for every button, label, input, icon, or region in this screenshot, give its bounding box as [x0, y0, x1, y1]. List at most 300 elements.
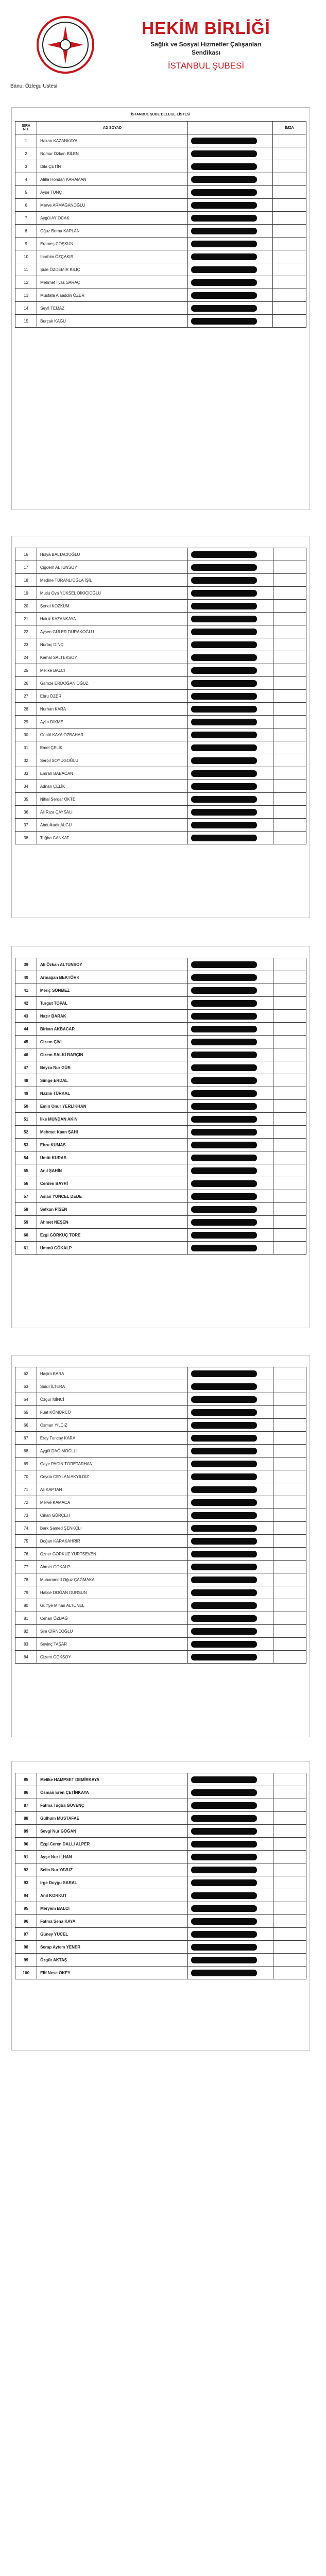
delegate-table [15, 958, 306, 1255]
redaction-bar [191, 1577, 257, 1583]
delegate-name: Doğan KARAKAHRİR [37, 1535, 188, 1548]
redaction-bar [191, 1589, 257, 1596]
row-number: 71 [15, 1483, 37, 1496]
table-row [15, 225, 306, 238]
row-number: 11 [15, 263, 37, 276]
org-subtitle [129, 40, 283, 57]
table-row [15, 1786, 306, 1799]
delegate-name: Beyza Nur GÜR [37, 1061, 188, 1074]
redaction-bar [191, 577, 257, 584]
redaction-bar [191, 1654, 257, 1660]
redaction-bar [191, 987, 257, 994]
list-page-1 [11, 107, 310, 510]
redacted-id-cell [188, 625, 273, 638]
table-row [15, 1863, 306, 1876]
redacted-id-cell [188, 1599, 273, 1612]
delegate-name: Gizem ÇİVİ [37, 1036, 188, 1048]
delegate-name: Özgür MİNCİ [37, 1393, 188, 1406]
table-row [15, 147, 306, 160]
union-emblem-icon [35, 14, 96, 75]
signature-cell [273, 1509, 306, 1522]
delegate-name: Kemal SALTEKSOY [37, 651, 188, 664]
row-number: 100 [15, 1967, 37, 1979]
table-row [15, 1954, 306, 1967]
signature-cell [273, 1561, 306, 1573]
row-number: 75 [15, 1535, 37, 1548]
row-number: 3 [15, 160, 37, 173]
row-number: 16 [15, 548, 37, 561]
table-row [15, 780, 306, 793]
table-row [15, 1773, 306, 1786]
signature-cell [273, 716, 306, 728]
redacted-id-cell [188, 1164, 273, 1177]
table-row [15, 1612, 306, 1625]
signature-cell [273, 1967, 306, 1979]
document-meta: Banu: Özlegu Ustesi [10, 83, 58, 89]
table-row [15, 638, 306, 651]
redacted-id-cell [188, 1612, 273, 1625]
redacted-id-cell [188, 1113, 273, 1126]
signature-cell [273, 302, 306, 315]
signature-cell [273, 1535, 306, 1548]
signature-cell [273, 1100, 306, 1113]
signature-cell [273, 1954, 306, 1967]
delegate-name: Gamze ERDOĞAN OĞUZ [37, 677, 188, 690]
delegate-name: Ahmet NEŞEN [37, 1216, 188, 1229]
redacted-id-cell [188, 1242, 273, 1255]
table-row [15, 587, 306, 600]
row-number: 4 [15, 173, 37, 186]
redaction-bar [191, 1512, 257, 1519]
signature-cell [273, 1573, 306, 1586]
signature-cell [273, 1863, 306, 1876]
redaction-bar [191, 551, 257, 558]
redacted-id-cell [188, 1177, 273, 1190]
table-row [15, 1074, 306, 1087]
org-subtitle-line-1: Sağlık ve Sosyal Hizmetler Çalışanları [150, 41, 262, 48]
redacted-id-cell [188, 1522, 273, 1535]
signature-cell [273, 1177, 306, 1190]
redaction-bar [191, 783, 257, 790]
list-page-3 [11, 946, 310, 1328]
redacted-id-cell [188, 1419, 273, 1432]
delegate-name: Eray Tuncay KARA [37, 1432, 188, 1445]
signature-cell [273, 548, 306, 561]
redaction-bar [191, 1628, 257, 1635]
table-row [15, 1190, 306, 1203]
redaction-bar [191, 1499, 257, 1506]
table-row [15, 793, 306, 806]
redacted-id-cell [188, 728, 273, 741]
signature-cell [273, 1203, 306, 1216]
row-number: 46 [15, 1048, 37, 1061]
signature-cell [273, 997, 306, 1010]
delegate-name: Cenan ÖZBAĞ [37, 1612, 188, 1625]
table-row [15, 613, 306, 625]
redaction-bar [191, 292, 257, 299]
row-number: 2 [15, 147, 37, 160]
org-subtitle-line-2: Sendikası [191, 49, 221, 56]
row-number: 66 [15, 1419, 37, 1432]
table-header-row [15, 122, 306, 134]
signature-cell [273, 1010, 306, 1023]
table-row [15, 741, 306, 754]
redacted-id-cell [188, 1851, 273, 1863]
redacted-id-cell [188, 1928, 273, 1941]
delegate-name: Gönül KAYA ÖZBAHAR [37, 728, 188, 741]
redacted-id-cell [188, 1548, 273, 1561]
delegate-name: Nurtaç DİNÇ [37, 638, 188, 651]
delegate-name: Ali KAPTAN [37, 1483, 188, 1496]
redaction-bar [191, 1116, 257, 1123]
table-row [15, 1177, 306, 1190]
table-row [15, 1522, 306, 1535]
delegate-name: Erameş COŞKUN [37, 238, 188, 250]
delegate-name: Cerden BAYRİ [37, 1177, 188, 1190]
redacted-id-cell [188, 1023, 273, 1036]
signature-cell [273, 587, 306, 600]
delegate-name: Adnan ÇELİK [37, 780, 188, 793]
redaction-bar [191, 770, 257, 777]
redaction-bar [191, 1615, 257, 1622]
row-number: 49 [15, 1087, 37, 1100]
table-row [15, 1242, 306, 1255]
row-number: 45 [15, 1036, 37, 1048]
signature-cell [273, 225, 306, 238]
redacted-id-cell [188, 1825, 273, 1838]
delegate-name: Gizem SALKİ BARÇIN [37, 1048, 188, 1061]
redacted-id-cell [188, 1638, 273, 1651]
table-row [15, 600, 306, 613]
table-row [15, 302, 306, 315]
delegate-name: Tuğba CANKAT [37, 832, 188, 844]
redaction-bar [191, 1142, 257, 1148]
redaction-bar [191, 1103, 257, 1110]
delegate-name: Ali Özkan ALTUNSOY [37, 958, 188, 971]
redacted-id-cell [187, 186, 272, 199]
row-number: 31 [15, 741, 37, 754]
signature-cell [273, 832, 306, 844]
table-row [15, 625, 306, 638]
table-row [15, 1625, 306, 1638]
delegate-name: Gülfiye Mihan ALTUNEL [37, 1599, 188, 1612]
delegate-name: Meryem BALCI [37, 1902, 188, 1915]
table-row [15, 1061, 306, 1074]
row-number: 17 [15, 561, 37, 574]
table-row [15, 1229, 306, 1242]
delegate-name: Sevgi Nur GÖĞAN [37, 1825, 188, 1838]
table-row [15, 1216, 306, 1229]
signature-cell [273, 690, 306, 703]
delegate-name: Ümmü GÖKALP [37, 1242, 188, 1255]
delegate-name: Elif Nese ÖKEY [37, 1967, 188, 1979]
delegate-name: Serpil SOYUGOĞLU [37, 754, 188, 767]
redaction-bar [191, 150, 257, 157]
column-header-no: SIRA NO. [15, 122, 37, 134]
signature-cell [273, 1928, 306, 1941]
table-row [15, 315, 306, 328]
table-row [15, 1419, 306, 1432]
row-number: 95 [15, 1902, 37, 1915]
row-number: 13 [15, 289, 37, 302]
signature-cell [273, 1548, 306, 1561]
list-title: İSTANBUL ŞUBE DELEGE LİSTESİ [131, 113, 191, 116]
row-number: 27 [15, 690, 37, 703]
table-row [15, 716, 306, 728]
redacted-id-cell [188, 1625, 273, 1638]
delegate-name: Irge Duygu SARAL [37, 1876, 188, 1889]
redacted-id-cell [187, 302, 272, 315]
redacted-id-cell [188, 958, 273, 971]
delegate-name: Aygül AY OCAK [37, 212, 188, 225]
delegate-name: Emel ÇELİK [37, 741, 188, 754]
row-number: 20 [15, 600, 37, 613]
delegate-name: Merve ARMAĞANOĞLU [37, 199, 188, 212]
row-number: 56 [15, 1177, 37, 1190]
table-row [15, 186, 306, 199]
redaction-bar [191, 641, 257, 648]
redaction-bar [191, 1461, 257, 1467]
row-number: 42 [15, 997, 37, 1010]
row-number: 68 [15, 1445, 37, 1458]
delegate-name: Ali Rıza ÇAYSALI [37, 806, 188, 819]
redaction-bar [191, 1879, 257, 1886]
delegate-name: Güney YÜCEL [37, 1928, 188, 1941]
redaction-bar [191, 822, 257, 828]
redacted-id-cell [188, 1812, 273, 1825]
signature-cell [273, 664, 306, 677]
redacted-id-cell [188, 754, 273, 767]
signature-cell [273, 1586, 306, 1599]
redacted-id-cell [188, 1139, 273, 1151]
redacted-id-cell [188, 1535, 273, 1548]
row-number: 24 [15, 651, 37, 664]
table-row [15, 1126, 306, 1139]
redaction-bar [191, 1245, 257, 1251]
redacted-id-cell [188, 600, 273, 613]
redacted-id-cell [188, 613, 273, 625]
redacted-id-cell [188, 767, 273, 780]
redacted-id-cell [188, 1406, 273, 1419]
redaction-bar [191, 1789, 257, 1796]
row-number: 69 [15, 1458, 37, 1470]
signature-cell [273, 1496, 306, 1509]
redaction-bar [191, 202, 257, 209]
signature-cell [273, 1164, 306, 1177]
row-number: 34 [15, 780, 37, 793]
redaction-bar [191, 667, 257, 674]
row-number: 93 [15, 1876, 37, 1889]
document-header [31, 7, 299, 74]
delegate-name: Dila ÇETİN [37, 160, 188, 173]
delegate-name: Berk Samed ŞENKÇLI [37, 1522, 188, 1535]
signature-cell [273, 728, 306, 741]
redacted-id-cell [188, 780, 273, 793]
table-row [15, 199, 306, 212]
redaction-bar [191, 654, 257, 661]
signature-cell [273, 1599, 306, 1612]
redacted-id-cell [187, 199, 272, 212]
table-row [15, 250, 306, 263]
row-number: 48 [15, 1074, 37, 1087]
signature-cell [273, 1242, 306, 1255]
row-number: 6 [15, 199, 37, 212]
redacted-id-cell [188, 1954, 273, 1967]
redacted-id-cell [187, 212, 272, 225]
signature-cell [273, 1902, 306, 1915]
redacted-id-cell [188, 1229, 273, 1242]
redacted-id-cell [188, 1470, 273, 1483]
redacted-id-cell [188, 1786, 273, 1799]
delegate-name: Fatma Sena KAYA [37, 1915, 188, 1928]
delegate-name: Muhammed Oğuz ÇAĞMAKA [37, 1573, 188, 1586]
delegate-name: Nazır BARAK [37, 1010, 188, 1023]
table-row [15, 1651, 306, 1664]
row-number: 43 [15, 1010, 37, 1023]
table-row [15, 1203, 306, 1216]
delegate-name: Ezgi GÖRKÜÇ TORE [37, 1229, 188, 1242]
signature-cell [273, 238, 306, 250]
delegate-name: Gülhum MUSTAFAE [37, 1812, 188, 1825]
delegate-name: Cihan GÜRÇEH [37, 1509, 188, 1522]
delegate-name: Ayşen GÜLER DURAKOĞLU [37, 625, 188, 638]
redaction-bar [191, 1013, 257, 1020]
row-number: 65 [15, 1406, 37, 1419]
table-row [15, 1928, 306, 1941]
redacted-id-cell [188, 1036, 273, 1048]
signature-cell [273, 186, 306, 199]
row-number: 1 [15, 134, 37, 147]
table-row [15, 238, 306, 250]
redaction-bar [191, 1802, 257, 1809]
delegate-table [15, 548, 306, 844]
redaction-bar [191, 318, 257, 325]
row-number: 74 [15, 1522, 37, 1535]
row-number: 60 [15, 1229, 37, 1242]
signature-cell [273, 1036, 306, 1048]
signature-cell [273, 263, 306, 276]
redacted-id-cell [187, 160, 272, 173]
redacted-id-cell [188, 1838, 273, 1851]
signature-cell [273, 1393, 306, 1406]
row-number: 79 [15, 1586, 37, 1599]
redacted-id-cell [188, 1863, 273, 1876]
redacted-id-cell [187, 315, 272, 328]
redacted-id-cell [187, 276, 272, 289]
redaction-bar [191, 1970, 257, 1976]
signature-cell [273, 1190, 306, 1203]
redaction-bar [191, 796, 257, 803]
signature-cell [273, 806, 306, 819]
redaction-bar [191, 1000, 257, 1007]
row-number: 94 [15, 1889, 37, 1902]
delegate-name: Mehmet İlyas SARAÇ [37, 276, 188, 289]
delegate-name: Nihal Serdar ÖKTE [37, 793, 188, 806]
delegate-name: Aylin DİKME [37, 716, 188, 728]
redacted-id-cell [188, 832, 273, 844]
signature-cell [273, 1941, 306, 1954]
delegate-name: Çiğdem ALTUNSOY [37, 561, 188, 574]
delegate-name: Sefkan PİŞEN [37, 1203, 188, 1216]
signature-cell [273, 638, 306, 651]
redacted-id-cell [188, 690, 273, 703]
table-row [15, 1393, 306, 1406]
row-number: 15 [15, 315, 37, 328]
signature-cell [273, 1432, 306, 1445]
table-row [15, 1445, 306, 1458]
row-number: 25 [15, 664, 37, 677]
redaction-bar [191, 1551, 257, 1557]
redaction-bar [191, 1854, 257, 1860]
list-page-2 [11, 536, 310, 918]
redaction-bar [191, 228, 257, 234]
redaction-bar [191, 1396, 257, 1403]
redaction-bar [191, 1167, 257, 1174]
column-header-id [187, 122, 272, 134]
delegate-name: Haşim KARA [37, 1367, 188, 1380]
signature-cell [273, 958, 306, 971]
redaction-bar [191, 1193, 257, 1200]
redaction-bar [191, 1219, 257, 1226]
delegate-name: Özner GÖRKÜZ YURTSEVEN [37, 1548, 188, 1561]
table-row [15, 1876, 306, 1889]
signature-cell [273, 1216, 306, 1229]
table-row [15, 1087, 306, 1100]
redaction-bar [191, 974, 257, 981]
signature-cell [273, 1625, 306, 1638]
redacted-id-cell [188, 1586, 273, 1599]
signature-cell [273, 971, 306, 984]
redacted-id-cell [188, 1651, 273, 1664]
redacted-id-cell [188, 1483, 273, 1496]
delegate-name: Sevinç TAŞAR [37, 1638, 188, 1651]
signature-cell [273, 1638, 306, 1651]
redacted-id-cell [188, 1087, 273, 1100]
delegate-name: Armağan BEKTÖRK [37, 971, 188, 984]
signature-cell [273, 1419, 306, 1432]
signature-cell [273, 1126, 306, 1139]
redacted-id-cell [188, 984, 273, 997]
table-row [15, 1367, 306, 1380]
delegate-name: Anıl ŞAHİN [37, 1164, 188, 1177]
row-number: 61 [15, 1242, 37, 1255]
row-number: 63 [15, 1380, 37, 1393]
row-number: 90 [15, 1838, 37, 1851]
table-row [15, 276, 306, 289]
table-row [15, 997, 306, 1010]
row-number: 26 [15, 677, 37, 690]
table-row [15, 134, 306, 147]
row-number: 78 [15, 1573, 37, 1586]
redacted-id-cell [188, 1393, 273, 1406]
delegate-name: Emrah BABACAN [37, 767, 188, 780]
redaction-bar [191, 1039, 257, 1045]
redaction-bar [191, 1370, 257, 1377]
delegate-name: Aslan YUNCEL DEDE [37, 1190, 188, 1203]
signature-cell [273, 276, 306, 289]
delegate-name: Nomur Özkan BİLEN [37, 147, 188, 160]
table-row [15, 1825, 306, 1838]
delegate-name: Ahmet GÖKALP [37, 1561, 188, 1573]
row-number: 62 [15, 1367, 37, 1380]
row-number: 91 [15, 1851, 37, 1863]
signature-cell [273, 289, 306, 302]
table-row [15, 1941, 306, 1954]
redacted-id-cell [187, 225, 272, 238]
redaction-bar [191, 680, 257, 687]
row-number: 73 [15, 1509, 37, 1522]
redaction-bar [191, 1931, 257, 1938]
